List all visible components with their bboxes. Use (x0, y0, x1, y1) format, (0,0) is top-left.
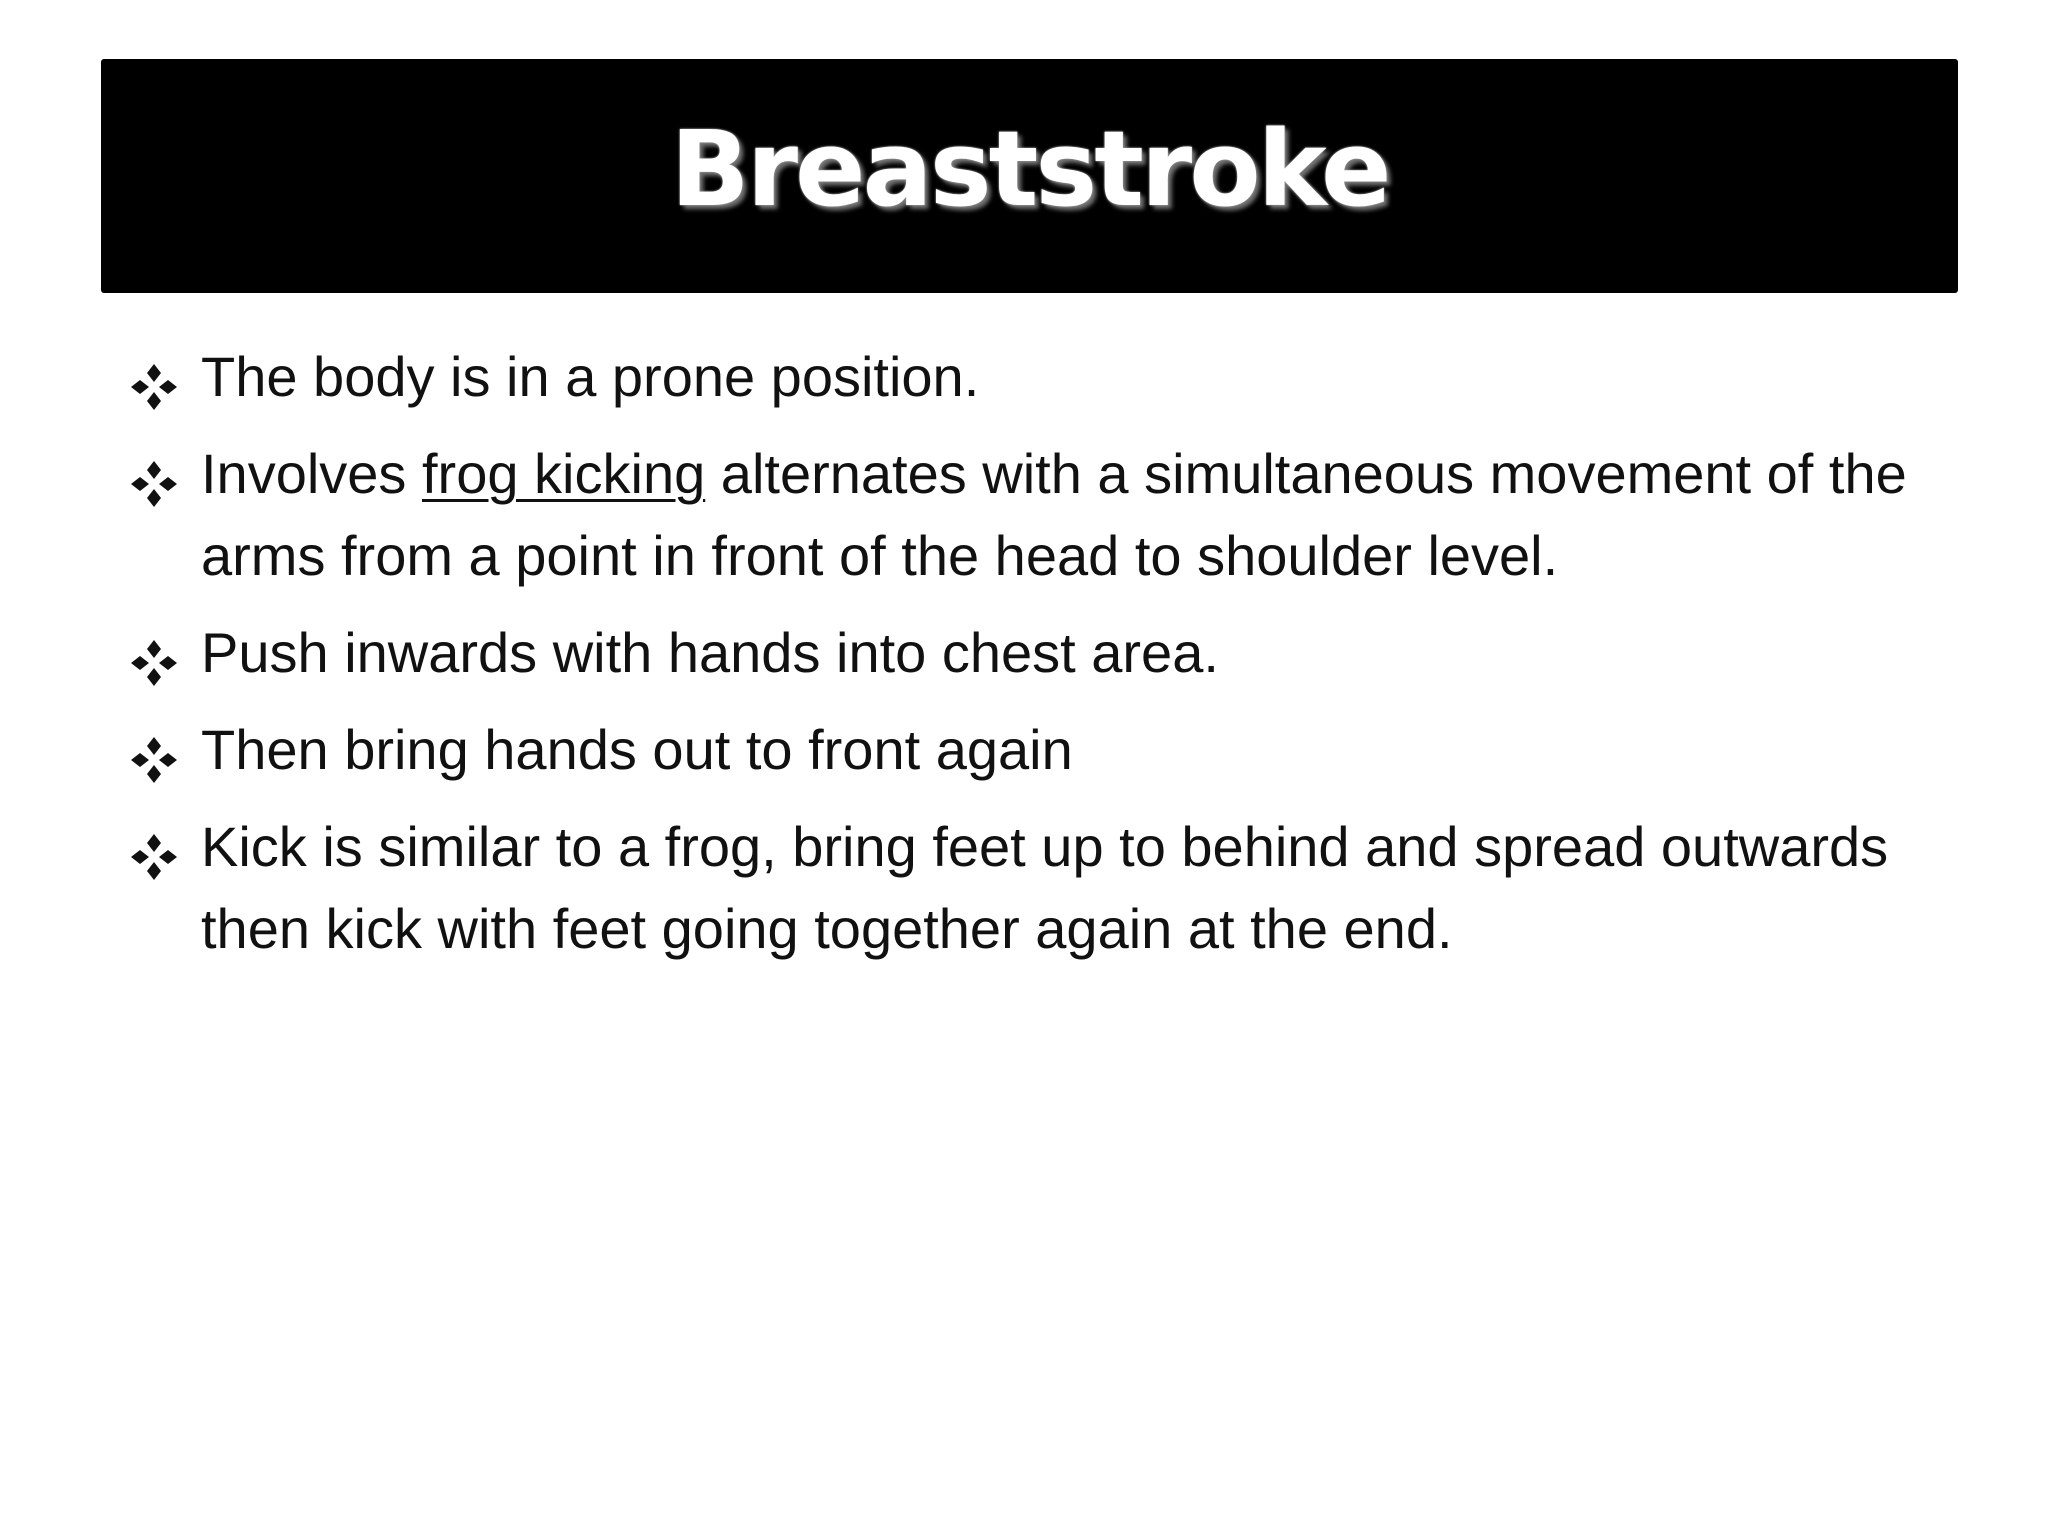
bullet-text: Then bring hands out to front again (201, 718, 1073, 781)
four-diamond-bullet-icon (129, 459, 179, 509)
underlined-term: frog kicking (422, 442, 706, 505)
bullet-text: Push inwards with hands into chest area. (201, 621, 1219, 684)
slide-title: Breaststroke (670, 108, 1389, 230)
bullet-item (127, 709, 2007, 791)
bullet-item (127, 433, 2007, 597)
bullet-item (127, 806, 2007, 970)
bullet-text-suffix: alternates with a simultaneous movement of the arms from a point in front of the head to shoulder level. (201, 442, 1907, 587)
bullet-item (127, 336, 2007, 418)
four-diamond-bullet-icon (129, 832, 179, 882)
four-diamond-bullet-icon (129, 638, 179, 688)
title-bar (101, 59, 1958, 293)
bullet-text-prefix: Involves (201, 442, 422, 505)
four-diamond-bullet-icon (129, 735, 179, 785)
bullet-list (127, 336, 2007, 985)
four-diamond-bullet-icon (129, 362, 179, 412)
bullet-text: The body is in a prone position. (201, 345, 980, 408)
bullet-item (127, 612, 2007, 694)
bullet-text: Kick is similar to a frog, bring feet up to behind and spread outwards then kick with feet going together again at the end. (201, 815, 1889, 960)
